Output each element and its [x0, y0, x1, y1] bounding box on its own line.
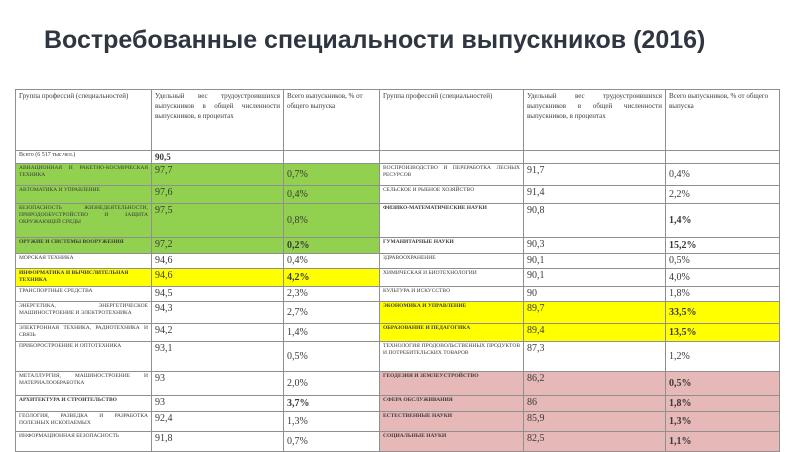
specialty-name: ЗДРАВООХРАНЕНИЕ — [380, 254, 524, 269]
total-empty-cell — [380, 151, 524, 164]
specialty-name: ЭНЕРГЕТИКА, ЭНЕРГЕТИЧЕСКОЕ МАШИНОСТРОЕНИЕ И ЭЛЕКТРОТЕХНИКА — [16, 302, 152, 324]
employment-share: 92,4 — [152, 412, 284, 432]
table-row — [16, 269, 780, 287]
employment-share: 91,7 — [524, 164, 666, 186]
graduates-share: 13,5% — [666, 324, 780, 342]
graduates-share: 2,3% — [284, 287, 380, 302]
table-row — [16, 238, 780, 254]
graduates-share: 4,2% — [284, 269, 380, 287]
graduates-share: 0,5% — [666, 254, 780, 269]
specialty-name: ХИМИЧЕСКАЯ И БИОТЕХНОЛОГИИ — [380, 269, 524, 287]
specialties-table — [15, 89, 780, 452]
table-row — [16, 412, 780, 432]
graduates-share: 0,7% — [284, 432, 380, 452]
employment-share: 90,3 — [524, 238, 666, 254]
specialty-name: СФЕРА ОБСЛУЖИВАНИЯ — [380, 396, 524, 412]
graduates-share: 0,4% — [284, 186, 380, 204]
header-group: Группа профессий (специальностей) — [16, 90, 152, 151]
employment-share: 89,7 — [524, 302, 666, 324]
specialty-name: ТЕХНОЛОГИЯ ПРОДОВОЛЬСТВЕННЫХ ПРОДУКТОВ И ПОТРЕБИТЕЛЬСКИХ ТОВАРОВ — [380, 342, 524, 372]
specialty-name: ВОСПРОИЗВОДСТВО И ПЕРЕРАБОТКА ЛЕСНЫХ РЕСУРСОВ — [380, 164, 524, 186]
specialty-name: СЕЛЬСКОЕ И РЫБНОЕ ХОЗЯЙСТВО — [380, 186, 524, 204]
graduates-share: 1,3% — [284, 412, 380, 432]
employment-share: 94,2 — [152, 324, 284, 342]
employment-share: 82,5 — [524, 432, 666, 452]
graduates-share: 1,2% — [666, 342, 780, 372]
table-row — [16, 324, 780, 342]
graduates-share: 2,2% — [666, 186, 780, 204]
graduates-share: 2,0% — [284, 372, 380, 396]
graduates-share: 3,7% — [284, 396, 380, 412]
table-row — [16, 204, 780, 238]
specialty-name: ЕСТЕСТВЕННЫЕ НАУКИ — [380, 412, 524, 432]
total-empty-cell — [666, 151, 780, 164]
table-row — [16, 287, 780, 302]
employment-share: 90 — [524, 287, 666, 302]
graduates-share: 1,8% — [666, 287, 780, 302]
employment-share: 86,2 — [524, 372, 666, 396]
specialty-name: ОРУЖИЕ И СИСТЕМЫ ВООРУЖЕНИЯ — [16, 238, 152, 254]
table-row — [16, 254, 780, 269]
employment-share: 97,7 — [152, 164, 284, 186]
specialty-name: АВИАЦИОННАЯ И РАКЕТНО-КОСМИЧЕСКАЯ ТЕХНИКА — [16, 164, 152, 186]
specialty-name: АВТОМАТИКА И УПРАВЛЕНИЕ — [16, 186, 152, 204]
employment-share: 97,5 — [152, 204, 284, 238]
graduates-share: 1,4% — [666, 204, 780, 238]
employment-share: 94,3 — [152, 302, 284, 324]
graduates-share: 1,3% — [666, 412, 780, 432]
total-empty-cell — [284, 151, 380, 164]
specialty-name: ИНФОРМАТИКА И ВЫЧИСЛИТЕЛЬНАЯ ТЕХНИКА — [16, 269, 152, 287]
specialty-name: КУЛЬТУРА И ИСКУССТВО — [380, 287, 524, 302]
specialty-name: ГЕОДЕЗИЯ И ЗЕМЛЕУСТРОЙСТВО — [380, 372, 524, 396]
employment-share: 89,4 — [524, 324, 666, 342]
specialty-name: ГЕОЛОГИЯ, РАЗВЕДКА И РАЗРАБОТКА ПОЛЕЗНЫХ ИСКОПАЕМЫХ — [16, 412, 152, 432]
employment-share: 86 — [524, 396, 666, 412]
specialty-name: ФИЗИКО-МАТЕМАТИЧЕСКИЕ НАУКИ — [380, 204, 524, 238]
graduates-share: 0,5% — [284, 342, 380, 372]
employment-share: 87,3 — [524, 342, 666, 372]
specialty-name: БЕЗОПАСНОСТЬ ЖИЗНЕДЕЯТЕЛЬНОСТИ, ПРИРОДООБУСТРОЙСТВО И ЗАЩИТА ОКРУЖАЮЩЕЙ СРЕДЫ — [16, 204, 152, 238]
specialty-name: ТРАНСПОРТНЫЕ СРЕДСТВА — [16, 287, 152, 302]
graduates-share: 0,4% — [666, 164, 780, 186]
employment-share: 94,5 — [152, 287, 284, 302]
graduates-share: 0,7% — [284, 164, 380, 186]
graduates-share: 0,2% — [284, 238, 380, 254]
specialty-name: ЭКОНОМИКА И УПРАВЛЕНИЕ — [380, 302, 524, 324]
employment-share: 94,6 — [152, 254, 284, 269]
specialty-name: СОЦИАЛЬНЫЕ НАУКИ — [380, 432, 524, 452]
graduates-share: 15,2% — [666, 238, 780, 254]
header-share-2: Удельный вес трудоустроившихся выпускников в общей численности выпускников, в процентах — [524, 90, 666, 151]
graduates-share: 0,8% — [284, 204, 380, 238]
table-row — [16, 186, 780, 204]
specialty-name: ГУМАНИТАРНЫЕ НАУКИ — [380, 238, 524, 254]
table-header-row — [16, 90, 780, 151]
header-share: Удельный вес трудоустроившихся выпускников в общей численности выпускников, в процентах — [152, 90, 284, 151]
header-group-2: Группа профессий (специальностей) — [380, 90, 524, 151]
employment-share: 93 — [152, 372, 284, 396]
employment-share: 93,1 — [152, 342, 284, 372]
employment-share: 94,6 — [152, 269, 284, 287]
employment-share: 85,9 — [524, 412, 666, 432]
table-row — [16, 302, 780, 324]
specialty-name: ИНФОРМАЦИОННАЯ БЕЗОПАСНОСТЬ — [16, 432, 152, 452]
table-row — [16, 396, 780, 412]
table-row — [16, 164, 780, 186]
total-empty-cell — [524, 151, 666, 164]
graduates-share: 0,4% — [284, 254, 380, 269]
graduates-share: 4,0% — [666, 269, 780, 287]
graduates-share: 2,7% — [284, 302, 380, 324]
employment-share: 91,4 — [524, 186, 666, 204]
employment-share: 97,6 — [152, 186, 284, 204]
table-row — [16, 432, 780, 452]
total-value: 90,5 — [152, 151, 284, 164]
header-total-2: Всего выпускников, % от общего выпуска — [666, 90, 780, 151]
employment-share: 90,1 — [524, 269, 666, 287]
page-title: Востребованные специальности выпускников (2016) — [44, 26, 706, 54]
employment-share: 90,1 — [524, 254, 666, 269]
total-row — [16, 151, 780, 164]
specialty-name: МОРСКАЯ ТЕХНИКА — [16, 254, 152, 269]
specialty-name: ОБРАЗОВАНИЕ И ПЕДАГОГИКА — [380, 324, 524, 342]
table-row — [16, 342, 780, 372]
graduates-share: 1,8% — [666, 396, 780, 412]
graduates-share: 1,4% — [284, 324, 380, 342]
employment-share: 90,8 — [524, 204, 666, 238]
specialty-name: АРХИТЕКТУРА И СТРОИТЕЛЬСТВО — [16, 396, 152, 412]
table-row — [16, 372, 780, 396]
specialty-name: ПРИБОРОСТРОЕНИЕ И ОПТОТЕХНИКА — [16, 342, 152, 372]
employment-share: 97,2 — [152, 238, 284, 254]
graduates-share: 1,1% — [666, 432, 780, 452]
specialty-name: ЭЛЕКТРОННАЯ ТЕХНИКА, РАДИОТЕХНИКА И СВЯЗЬ — [16, 324, 152, 342]
header-total: Всего выпускников, % от общего выпуска — [284, 90, 380, 151]
employment-share: 91,8 — [152, 432, 284, 452]
graduates-share: 0,5% — [666, 372, 780, 396]
employment-share: 93 — [152, 396, 284, 412]
specialty-name: МЕТАЛЛУРГИЯ, МАШИНОСТРОЕНИЕ И МАТЕРИАЛООБРАБОТКА — [16, 372, 152, 396]
total-label: Всего (6 517 тыс.чел.) — [16, 151, 152, 164]
graduates-share: 33,5% — [666, 302, 780, 324]
